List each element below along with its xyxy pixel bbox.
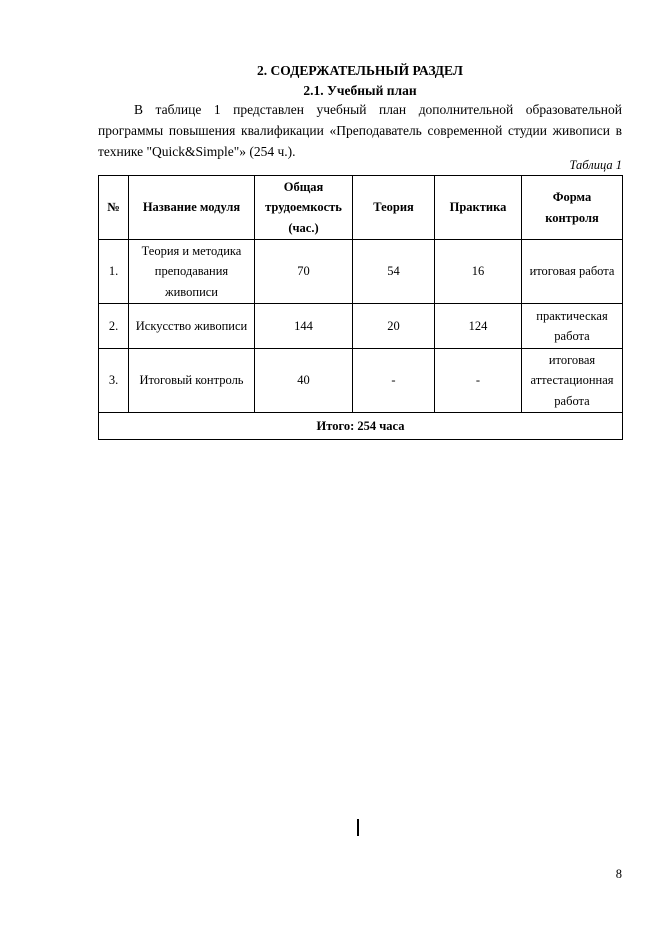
cell-total-hours: 70 <box>255 240 353 304</box>
header-theory: Теория <box>353 176 435 240</box>
text-cursor <box>357 819 359 836</box>
section-title: 2. СОДЕРЖАТЕЛЬНЫЙ РАЗДЕЛ <box>257 63 463 78</box>
cell-control-form: итоговая аттестационная работа <box>522 349 623 413</box>
header-control-form: Форма контроля <box>522 176 623 240</box>
cell-module-name: Итоговый контроль <box>129 349 255 413</box>
cell-theory: - <box>353 349 435 413</box>
header-total-hours: Общая трудоемкость (час.) <box>255 176 353 240</box>
intro-paragraph: В таблице 1 представлен учебный план дополнительной образовательной программы повышения квалификации «Преподаватель современной студии живописи в технике "Quick&Simple"» (254 ч.). <box>98 102 622 159</box>
cell-module-name: Искусство живописи <box>129 304 255 349</box>
cell-total-hours: 40 <box>255 349 353 413</box>
cell-practice: 124 <box>435 304 522 349</box>
curriculum-table <box>98 175 623 440</box>
cell-practice: - <box>435 349 522 413</box>
table-total-row <box>99 413 623 440</box>
cell-number: 3. <box>99 349 129 413</box>
cell-total-hours: 144 <box>255 304 353 349</box>
table-caption: Таблица 1 <box>569 158 622 172</box>
header-practice: Практика <box>435 176 522 240</box>
header-number: № <box>99 176 129 240</box>
table-row <box>99 349 623 413</box>
cell-theory: 54 <box>353 240 435 304</box>
cell-control-form: практическая работа <box>522 304 623 349</box>
cell-module-name: Теория и методика преподавания живописи <box>129 240 255 304</box>
cell-number: 2. <box>99 304 129 349</box>
table-header-row <box>99 176 623 240</box>
page-number: 8 <box>615 867 622 881</box>
header-module-name: Название модуля <box>129 176 255 240</box>
table-row <box>99 240 623 304</box>
cell-control-form: итоговая работа <box>522 240 623 304</box>
subsection-title: 2.1. Учебный план <box>303 83 417 98</box>
total-cell: Итого: 254 часа <box>99 413 623 440</box>
cell-theory: 20 <box>353 304 435 349</box>
cell-practice: 16 <box>435 240 522 304</box>
table-row <box>99 304 623 349</box>
cell-number: 1. <box>99 240 129 304</box>
